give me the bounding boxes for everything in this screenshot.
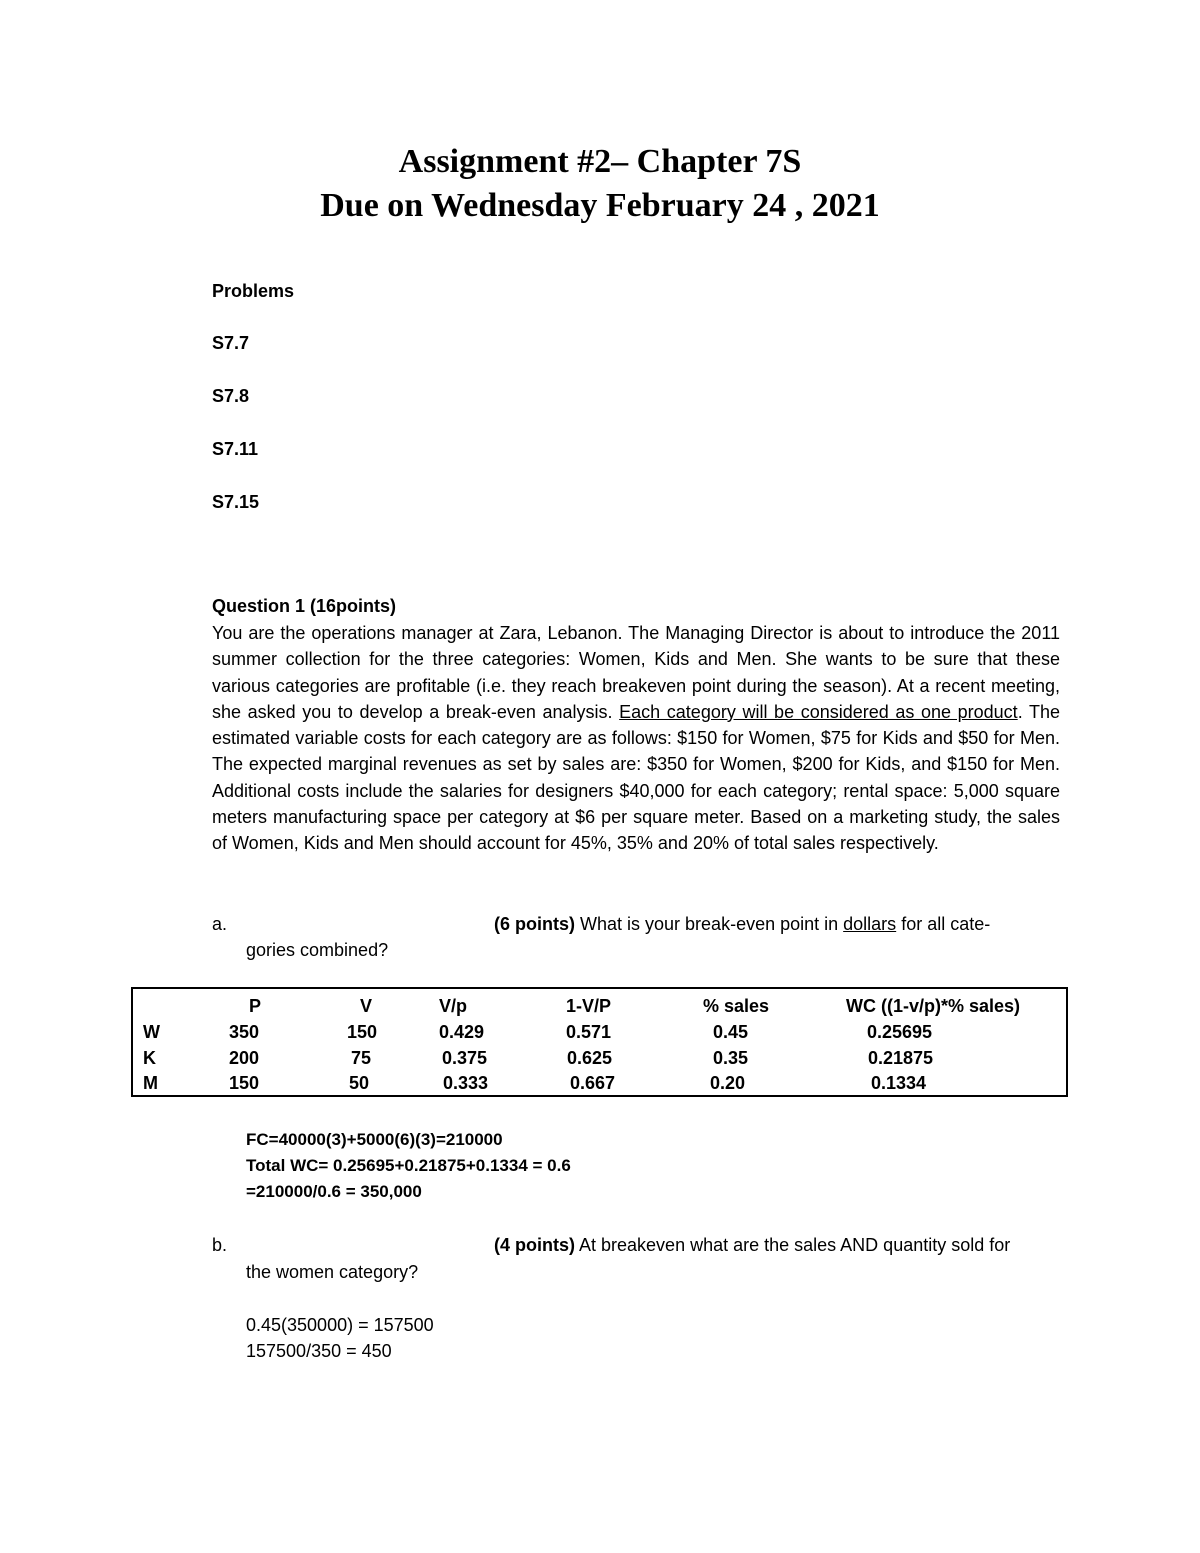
part-b-question-line2: the women category? (246, 1262, 419, 1282)
table-cell: 0.25695 (867, 1022, 933, 1042)
table-header-v: V (360, 996, 373, 1016)
table-cell: 0.45 (713, 1022, 749, 1042)
table-cell: 200 (229, 1048, 260, 1068)
question1-underlined-text: Each category will be considered as one product (619, 701, 1018, 722)
problem-item: S7.7 (212, 333, 250, 353)
part-b-points: (4 points) (494, 1235, 575, 1255)
table-header-wc: WC ((1-v/p)*% sales) (846, 996, 1021, 1016)
part-a-letter: a. (212, 914, 228, 934)
table-cell: 150 (347, 1022, 378, 1042)
table-cell: 350 (229, 1022, 260, 1042)
table-cell: 0.21875 (868, 1048, 934, 1068)
problem-item: S7.8 (212, 386, 250, 406)
table-header-pct-sales: % sales (703, 996, 770, 1016)
table-row-label: K (143, 1048, 156, 1068)
calc-a-line3: =210000/0.6 = 350,000 (246, 1182, 422, 1201)
problems-heading: Problems (212, 281, 295, 301)
table-cell: 0.333 (443, 1073, 489, 1093)
table-cell: 150 (229, 1073, 260, 1093)
table-header-p: P (249, 996, 262, 1016)
problem-item: S7.11 (212, 439, 259, 459)
part-b-letter: b. (212, 1235, 228, 1255)
part-a-question (494, 911, 990, 937)
table-cell: 0.1334 (871, 1073, 927, 1093)
table-cell: 0.571 (566, 1022, 612, 1042)
table-header-vp: V/p (439, 996, 468, 1016)
table-cell: 0.20 (710, 1073, 746, 1093)
title-line-2: Due on Wednesday February 24 , 2021 (320, 187, 880, 224)
problem-item: S7.15 (212, 492, 260, 512)
part-a-question-line2: gories combined? (246, 940, 389, 960)
table-cell: 0.429 (439, 1022, 485, 1042)
table-cell: 0.375 (442, 1048, 488, 1068)
table-cell: 0.625 (567, 1048, 613, 1068)
table-cell: 0.667 (570, 1073, 616, 1093)
title-line-1: Assignment #2– Chapter 7S (398, 143, 802, 180)
table-cell: 0.35 (713, 1048, 749, 1068)
table-header-1-vp: 1-V/P (566, 996, 612, 1016)
calc-a-line1: FC=40000(3)+5000(6)(3)=210000 (246, 1130, 503, 1149)
question1-paragraph (212, 620, 1060, 857)
part-a-text-end: for all cate- (896, 914, 991, 934)
table-row-label: W (143, 1022, 160, 1042)
calc-a-line2: Total WC= 0.25695+0.21875+0.1334 = 0.6 (246, 1156, 571, 1175)
question1-text: You are the operations manager at Zara, Lebanon. The Managing Director is about to introduce the 2011 summer collection for the three categories: Women, Kids and Men. She wants to be sure that these various categories are profitable (i.e. they reach breakeven point during the season). At a recent meeting, she asked you to develop a break-even analysis. (212, 623, 1060, 722)
part-a-underlined: dollars (843, 914, 897, 934)
calc-b-line2: 157500/350 = 450 (246, 1341, 392, 1361)
part-b-text: At breakeven what are the sales AND quantity sold for (579, 1235, 1011, 1255)
calc-b-line1: 0.45(350000) = 157500 (246, 1315, 434, 1335)
question1-heading: Question 1 (16points) (212, 596, 397, 616)
table-row-label: M (143, 1073, 158, 1093)
part-b-question (494, 1232, 1010, 1258)
breakeven-table (131, 987, 1068, 1097)
table-cell: 75 (351, 1048, 372, 1068)
question1-text: . The estimated variable costs for each category are as follows: $150 for Women, $75 for Kids and $50 for Men. The expected marginal revenues as set by sales are: $350 for Women, $200 for Kids, and $150 for Men. Additional costs include the salaries for designers $40,000 for each category; rental space: 5,000 square meters manufacturing space per category at $6 per square meter. Based on a marketing study, the sales of Women, Kids and Men should account for 45%, 35% and 20% of total sales respectively. (212, 701, 1060, 854)
part-a-points: (6 points) (494, 914, 575, 934)
table-cell: 50 (349, 1073, 370, 1093)
part-a-text: What is your break-even point in (580, 914, 844, 934)
